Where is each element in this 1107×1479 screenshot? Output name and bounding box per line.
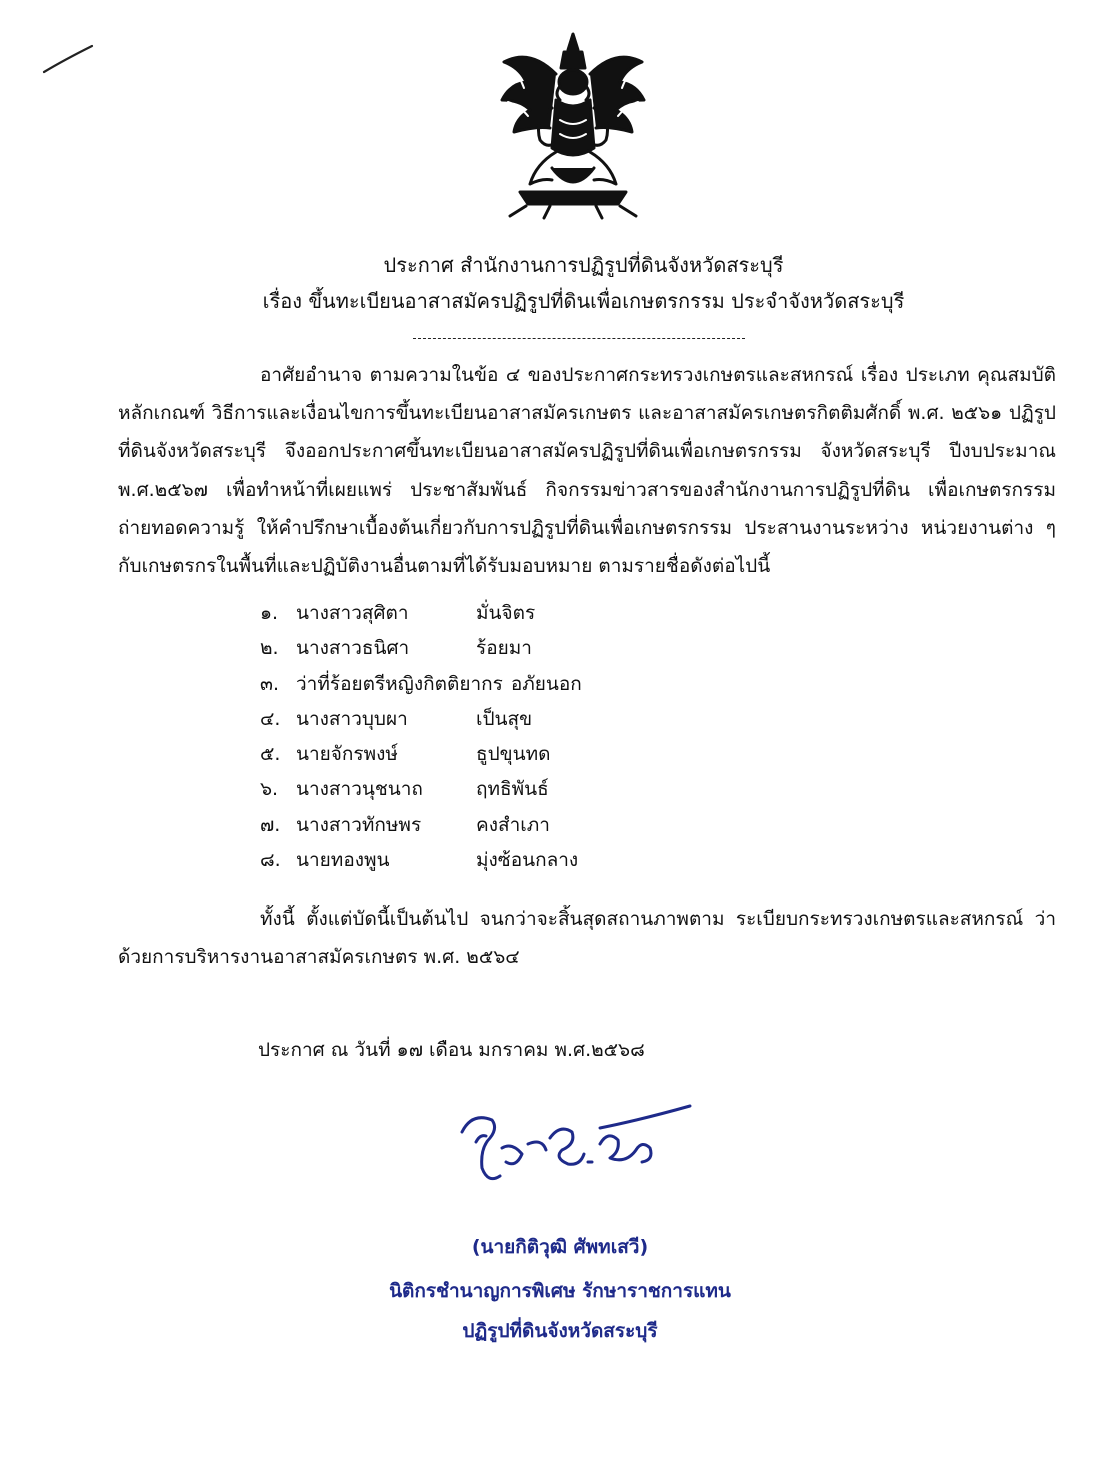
- given-name: นางสาวธนิศา: [296, 637, 410, 660]
- signer-name: (นายกิติวุฒิ ศัพทเสวี): [471, 1236, 649, 1258]
- pen-mark: [40, 40, 96, 80]
- given-name: นางสาวทักษพร: [296, 813, 422, 836]
- signer-office: ปฏิรูปที่ดินจังหวัดสระบุรี: [462, 1320, 658, 1342]
- name-list: [260, 596, 780, 878]
- family-name: มุ่งซ้อนกลาง: [476, 849, 579, 872]
- divider: [413, 338, 745, 339]
- list-number: ๒.: [260, 637, 279, 660]
- list-number: ๕.: [260, 743, 281, 766]
- family-name: ฤทธิพันธ์: [476, 778, 549, 801]
- announcement-title: ประกาศ สำนักงานการปฏิรูปที่ดินจังหวัดสระบุรี: [383, 253, 784, 277]
- family-name: ร้อยมา: [476, 637, 532, 660]
- given-name: ว่าที่ร้อยตรีหญิงกิตติยากร: [296, 672, 503, 695]
- list-number: ๑.: [260, 602, 279, 624]
- body-paragraph-2: ทั้งนี้ ตั้งแต่บัดนี้เป็นต้นไป จนกว่าจะสิ้นสุดสถานภาพตาม ระเบียบกระทรวงเกษตรและสหกรณ์ ว่าด้วยการบริหารงานอาสาสมัครเกษตร พ.ศ. ๒๕๖๔: [118, 908, 1056, 969]
- given-name: นางสาวนุชนาถ: [296, 778, 423, 801]
- announcement-date: ประกาศ ณ วันที่ ๑๗ เดือน มกราคม พ.ศ.๒๕๖๘: [258, 1039, 645, 1061]
- list-item: [260, 667, 780, 702]
- list-number: ๔.: [260, 707, 281, 730]
- list-item: [260, 702, 780, 737]
- given-name: นายทองพูน: [296, 849, 390, 872]
- body-paragraph-1: อาศัยอำนาจ ตามความในข้อ ๔ ของประกาศกระทรวงเกษตรและสหกรณ์ เรื่อง ประเภท คุณสมบัติ หลักเกณฑ์ วิธีการและเงื่อนไขการขึ้นทะเบียนอาสาสมัครเกษตร และอาสาสมัครเกษตรกิตติมศักดิ์ พ.ศ. ๒๕๖๑ ปฏิรูปที่ดินจังหวัดสระบุรี จึงออกประกาศขึ้นทะเบียนอาสาสมัครปฏิรูปที่ดินเพื่อเกษตรกรรม จังหวัดสระบุรี ปีงบประมาณ พ.ศ.๒๕๖๗ เพื่อทำหน้าที่เผยแพร่ ประชาสัมพันธ์ กิจกรรมข่าวสารของสำนักงานการปฏิรูปที่ดิน เพื่อเกษตรกรรม ถ่ายทอดความรู้ ให้คำปรึกษาเบื้องต้นเกี่ยวกับการปฏิรูปที่ดินเพื่อเกษตรกรรม ประสานงานระหว่าง หน่วยงานต่าง ๆ กับเกษตรกรในพื้นที่และปฏิบัติงานอื่นตามที่ได้รับมอบหมาย ตามรายชื่อดังต่อไปนี้: [118, 364, 1056, 578]
- given-name: นางสาวบุบผา: [296, 707, 408, 730]
- list-number: ๓.: [260, 672, 280, 695]
- list-item: [260, 843, 780, 878]
- list-item: [260, 631, 780, 666]
- list-item: [260, 808, 780, 843]
- garuda-emblem-icon: [490, 28, 656, 220]
- announcement-subject: เรื่อง ขึ้นทะเบียนอาสาสมัครปฏิรูปที่ดินเพื่อเกษตรกรรม ประจำจังหวัดสระบุรี: [262, 289, 905, 313]
- list-item: [260, 737, 780, 772]
- family-name: เป็นสุข: [476, 707, 533, 730]
- signature-mark: [450, 1098, 700, 1202]
- signer-position: นิติกรชำนาญการพิเศษ รักษาราชการแทน: [389, 1280, 731, 1302]
- given-name: นางสาวสุศิตา: [296, 602, 409, 624]
- list-item: [260, 772, 780, 807]
- list-item: [260, 596, 780, 631]
- family-name: คงสำเภา: [476, 813, 550, 836]
- family-name: อภัยนอก: [510, 672, 582, 695]
- list-number: ๗.: [260, 813, 281, 836]
- list-number: ๖.: [260, 778, 279, 801]
- family-name: มั่นจิตร: [476, 602, 536, 624]
- given-name: นายจักรพงษ์: [296, 743, 398, 766]
- family-name: ธูปขุนทด: [476, 743, 551, 766]
- list-number: ๘.: [260, 849, 281, 872]
